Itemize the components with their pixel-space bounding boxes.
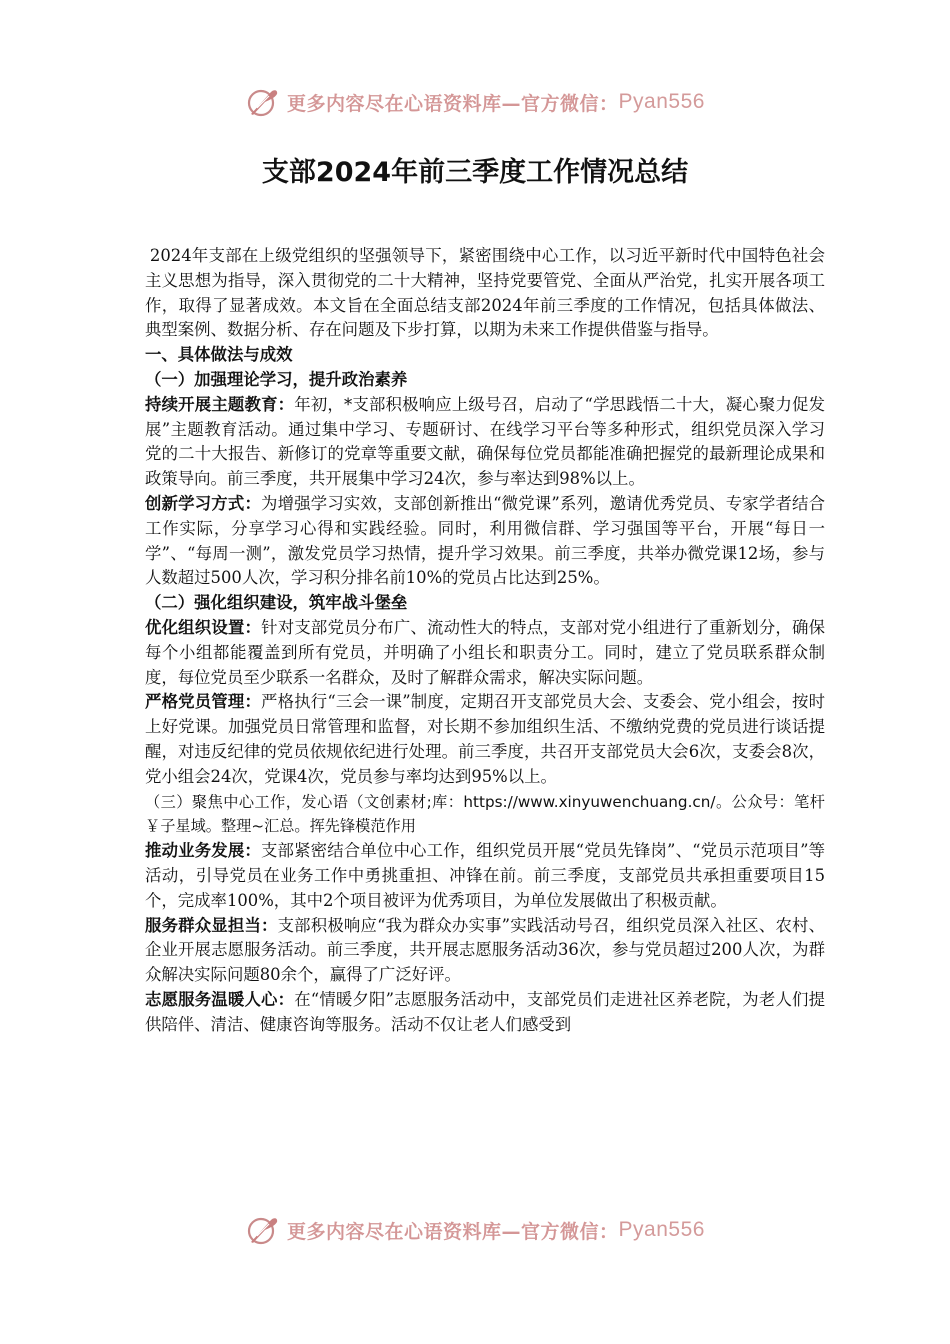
paragraph-text: 支部积极响应“我为群众办实事”实践活动号召，组织党员深入社区、农村、企业开展志愿服务活动。前三季度，共开展志愿服务活动36次，参与党员超过200人次，为群众解决实际问题80余个，赢得了广泛好评。 (145, 915, 825, 985)
paragraph-text: 在“情暖夕阳”志愿服务活动中，支部党员们走进社区养老院，为老人们提供陪伴、清洁、健康咨询等服务。活动不仅让老人们感受到 (145, 989, 825, 1034)
paragraph-text: 针对支部党员分布广、流动性大的特点，支部对党小组进行了重新划分，确保每个小组都能覆盖到所有党员，并明确了小组长和职责分工。同时，建立了党员联系群众制度，每位党员至少联系一名群众，及时了解群众需求，解决实际问题。 (145, 617, 826, 687)
paragraph-lead: 严格党员管理： (145, 692, 262, 712)
intro-paragraph: 2024年支部在上级党组织的坚强领导下，紧密围绕中心工作，以习近平新时代中国特色社会主义思想为指导，深入贯彻党的二十大精神，坚持党要管党、全面从严治党，扎实开展各项工作，取得了显著成效。本文旨在全面总结支部2024年前三季度的工作情况，包括具体做法、典型案例、数据分析、存在问题及下步打算，以期为未来工作提供借鉴与指导。 (145, 246, 825, 340)
subsection-heading-2: （二）强化组织建设，筑牢战斗堡垒 (145, 593, 408, 613)
feather-pen-circle-icon (245, 84, 281, 120)
paragraph-org-setup (145, 616, 825, 690)
watermark-text: 更多内容尽在心语资料库—官方微信： (287, 1220, 619, 1243)
paragraph-volunteer-service (145, 988, 825, 1038)
paragraph-text: 支部紧密结合单位中心工作，组织党员开展“党员先锋岗”、“党员示范项目”等活动，引导党员在业务工作中勇挑重担、冲锋在前。前三季度，支部党员共承担重要项目15个，完成率100%，其中2个项目被评为优秀项目，为单位发展做出了积极贡献。 (145, 841, 826, 910)
paragraph-lead: 创新学习方式： (145, 493, 262, 513)
paragraph-lead: 服务群众显担当： (145, 915, 278, 935)
paragraph-text: 严格执行“三会一课”制度，定期召开支部党员大会、支委会、党小组会，按时上好党课。加强党员日常管理和监督，对长期不参加组织生活、不缴纳党费的党员进行谈话提醒，对违反纪律的党员依规依纪进行处理。前三季度，共召开支部党员大会6次，支委会8次，党小组会24次，党课4次，党员参与率均达到95%以上。 (145, 692, 826, 786)
section-heading-1: 一、具体做法与成效 (145, 345, 293, 365)
paragraph-text: 为增强学习实效，支部创新推出“微党课”系列，邀请优秀党员、专家学者结合工作实际，分享学习心得和实践经验。同时，利用微信群、学习强国等平台，开展“每日一学”、“每周一测”，激发党员学习热情，提升学习效果。前三季度，共举办微党课12场，参与人数超过500人次，学习积分排名前10%的党员占比达到25%。 (145, 493, 826, 588)
paragraph-theme-education (145, 393, 825, 492)
subsection-heading-3: （三）聚焦中心工作，发心语（文创素材;库：https://www.xinyuwenchuang.cn/。公众号：笔杆￥子星域。整理~汇总。挥先锋模范作用 (145, 792, 825, 836)
paragraph-learning-methods (145, 492, 825, 591)
watermark-wechat-id: Pyan556 (618, 1218, 705, 1241)
watermark-text: 更多内容尽在心语资料库—官方微信： (287, 92, 619, 115)
subsection-heading-1: （一）加强理论学习，提升政治素养 (145, 369, 408, 389)
document-title: 支部2024年前三季度工作情况总结 (261, 157, 689, 188)
paragraph-lead: 推动业务发展： (145, 841, 261, 861)
feather-pen-circle-icon (245, 1212, 281, 1248)
paragraph-business-development (145, 839, 825, 913)
paragraph-serve-masses (145, 914, 825, 988)
paragraph-lead: 志愿服务温暖人心： (145, 989, 295, 1009)
paragraph-lead: 优化组织设置： (145, 617, 262, 637)
paragraph-member-management (145, 690, 825, 789)
paragraph-lead: 持续开展主题教育： (145, 394, 295, 414)
paragraph-text: 年初，*支部积极响应上级号召，启动了“学思践悟二十大，凝心聚力促发展”主题教育活动。通过集中学习、专题研讨、在线学习平台等多种形式，组织党员深入学习党的二十大报告、新修订的党章等重要文献，确保每位党员都能准确把握党的最新理论成果和政策导向。前三季度，共开展集中学习24次，参与率达到98%以上。 (145, 394, 826, 489)
document-body (145, 244, 825, 1038)
watermark-header (0, 82, 950, 122)
watermark-footer (0, 1210, 950, 1250)
watermark-wechat-id: Pyan556 (618, 90, 705, 113)
